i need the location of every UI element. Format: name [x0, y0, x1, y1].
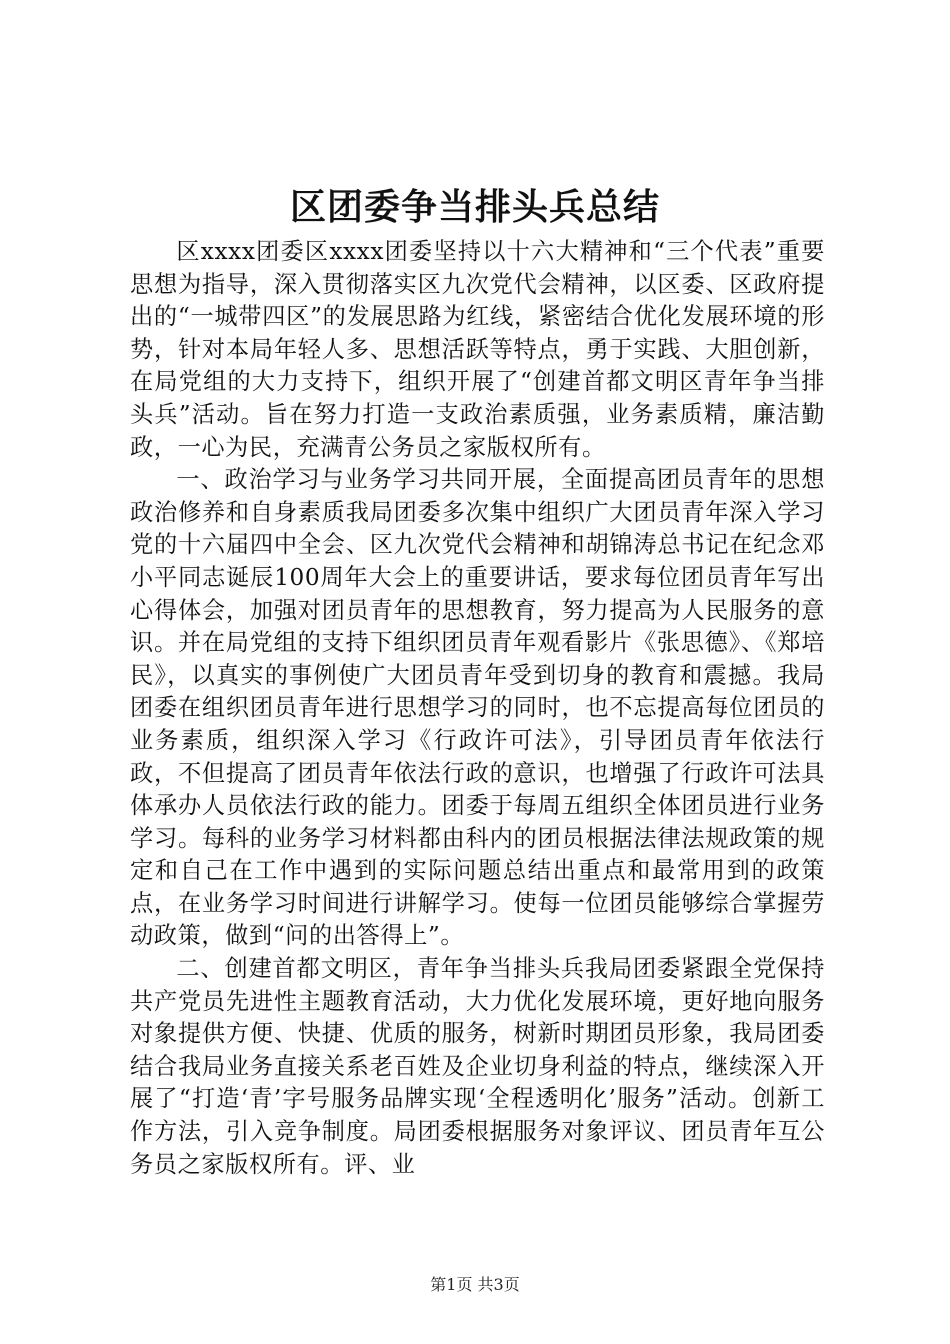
paragraph-section-2: 二、创建首都文明区，青年争当排头兵我局团委紧跟全党保持共产党员先进性主题教育活动，大力优化发展环境，更好地向服务对象提供方便、快捷、优质的服务，树新时期团员形象，我局团委结合我局业务直接关系老百姓及企业切身利益的特点，继续深入开展了“打造‘青’字号服务品牌实现‘全程透明化’服务”活动。创新工作方法，引入竞争制度。局团委根据服务对象评议、团员青年互公务员之家版权所有。评、业 [130, 955, 825, 1178]
document-title: 区团委争当排头兵总结 [289, 187, 660, 228]
page-footer: 第1页 共3页 [430, 1275, 520, 1294]
document-body [130, 236, 825, 1181]
paragraph-section-1: 一、政治学习与业务学习共同开展，全面提高团员青年的思想政治修养和自身素质我局团委多次集中组织广大团员青年深入学习党的十六届四中全会、区九次党代会精神和胡锦涛总书记在纪念邓小平同志诞辰100周年大会上的重要讲话，要求每位团员青年写出心得体会，加强对团员青年的思想教育，努力提高为人民服务的意识。并在局党组的支持下组织团员青年观看影片《张思德》、《郑培民》，以真实的事例使广大团员青年受到切身的教育和震撼。我局团委在组织团员青年进行思想学习的同时，也不忘提高每位团员的业务素质，组织深入学习《行政许可法》，引导团员青年依法行政，不但提高了团员青年依法行政的意识，也增强了行政许可法具体承办人员依法行政的能力。团委于每周五组织全体团员进行业务学习。每科的业务学习材料都由科内的团员根据法律法规政策的规定和自己在工作中遇到的实际问题总结出重点和最常用到的政策点，在业务学习时间进行讲解学习。使每一位团员能够综合掌握劳动政策，做到“问的出答得上”。 [130, 466, 825, 950]
paragraph-intro: 区xxxx团委区xxxx团委坚持以十六大精神和“三个代表”重要思想为指导，深入贯彻落实区九次党代会精神，以区委、区政府提出的“一城带四区”的发展思路为红线，紧密结合优化发展环境的形势，针对本局年轻人多、思想活跃等特点，勇于实践、大胆创新，在局党组的大力支持下，组织开展了“创建首都文明区青年争当排头兵”活动。旨在努力打造一支政治素质强，业务素质精，廉洁勤政，一心为民，充满青公务员之家版权所有。 [130, 238, 825, 461]
